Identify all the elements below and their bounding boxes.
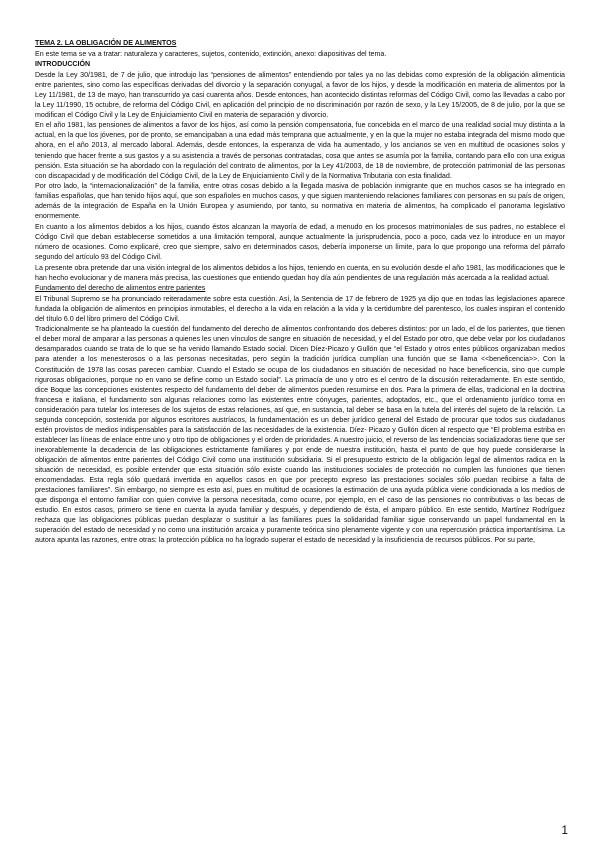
- paragraph: Tradicionalmente se ha planteado la cuestión del fundamento del derecho de alimentos confrontando dos deberes distintos: por un lado, el de los parientes, que tienen el deber moral de amparar a las personas a quienes les unen vínculos de sangre en situación de necesidad, y el del Estado por otro, que debe velar por los ciudadanos desamparados cuando se trata de lo que se ha venido llamando Estado social. Dicen Díez-Picazo y Gullón que “el Estado y otros entes públicos organizaban medios para atender a los menesterosos o a las personas necesitadas, pero según la tradición jurídica cumplían una función que se llama <<beneficencia>>. Con la Constitución de 1978 las cosas parecen cambiar. Cuando el Estado se ocupa de los ciudadanos en situación de necesidad no hace beneficencia, sino que cumple rigurosas obligaciones, porque no en vano se define como un Estado social”. La primacía de uno y otro es el centro de la discusión reiteradamente. En este sentido, dice Boque las concepciones existentes respecto del fundamento del deber de alimentos pueden resumirse en dos. Para la primera de ellas, tradicional en la doctrina francesa e italiana, el fundamento son algunas relaciones como las existentes entre cónyuges, parientes, adoptados, etc., que el ordenamiento jurídico toma en consideración para tutelar los intereses de los sujetos de estas relaciones, así que, en sustancia, tal deber se basa en la tutela del interés del sujeto de la relación. La segunda concepción, sostenida por algunos escritores austríacos, la fundamentación es un deber jurídico general del Estado de procurar que todos sus ciudadanos estén provistos de medios indispensables para la satisfacción de las necesidades de la existencia. Díez- Picazo y Gullón dicen al respecto que “El problema estriba en establecer las líneas de enlace entre uno y otro tipo de obligaciones y el orden de prioridades. A nuestro juicio, el reverso de las tendencias socializadoras tiene que ser inexorablemente la decadencia de las obligaciones estrictamente familiares y por ende de nuestra institución, hasta el punto de que hoy puede considerarse la obligación de alimentos entre parientes del Código Civil como una institución subsidiaria. Si el presupuesto estricto de la obligación legal de alimentos radica en la situación de necesidad, es posible entender que esta situación sólo existe cuando las instituciones sociales de protección no cumplen las funciones que tienen encomendadas. Esta regla sólo quedará invertida en aquellos casos en que por precepto expreso las prestaciones sociales sólo puedan recibirse a falta de prestaciones familiares”. Sin embargo, no siempre es esto así, pues en multitud de ocasiones la estimación de una ayuda pública viene condicionada a los medios de que disponga el entorno familiar con quien convive la persona necesitada, como ocurre, por ejemplo, en el caso de las pensiones no contributivas o las becas de estudio. En estos casos, primero se tiene en cuenta la ayuda familiar y después, y dependiendo de ésta, el amparo público. En este sentido, Martínez Rodríguez rechaza que las obligaciones públicas puedan desplazar o sustituir a las familiares pues la solidaridad familiar sigue conservando un papel fundamental en la superación del estado de necesidad y no como una institución arcaica y puramente teórica sino plenamente vigente y con una repercusión práctica importantísima. La autora apunta las razones, entre otras: la protección pública no ha logrado superar el estado de necesidad y la insuficiencia de recursos públicos. Por su parte,: [35, 325, 565, 545]
- paragraph: En el año 1981, las pensiones de alimentos a favor de los hijos, así como la pensión compensatoria, fue concebida en el marco de una realidad social muy distinta a la actual, en la que los jóvenes, por de pronto, se emancipaban a una edad más temprana que actualmente, y en la que la mujer no estaba integrada del mismo modo que ahora, en el año 2013, al mercado laboral. Además, desde entonces, la esperanza de vida ha aumentado, y los ancianos se ven en multitud de ocasiones solos y teniendo que hacer frente a sus gastos y a su asistencia a través de personas contratadas, cosa que antes se asumía por la familia, contando para ello con una exigua pensión. Esta situación se ha abordado con la regulación del contrato de alimentos, por la Ley 41/2003, de 18 de noviembre, de protección patrimonial de las personas con discapacidad y de modificación del Código Civil, de la Ley de Enjuiciamiento Civil y de la Normativa Tributaria con esta finalidad.: [35, 121, 565, 180]
- intro-line: En este tema se va a tratar: naturaleza y caracteres, sujetos, contenido, extinción, anexo: diapositivas del tema.: [35, 49, 387, 58]
- subsection-heading: Fundamento del derecho de alimentos entre parientes: [35, 284, 206, 293]
- document-title: TEMA 2. LA OBLIGACIÓN DE ALIMENTOS: [35, 39, 177, 47]
- document-page: [35, 38, 565, 546]
- paragraph: El Tribunal Supremo se ha pronunciado reiteradamente sobre esta cuestión. Así, la Sentencia de 17 de febrero de 1925 ya dijo que en todas las legislaciones aparece fundada la obligación de alimentos en principios inmutables, el derecho a la vida en relación a la vida y la certidumbre del parentesco, los cuales inspiran el contenido del título 6.0 del libro primero del Código Civil.: [35, 294, 565, 323]
- paragraph: La presente obra pretende dar una visión integral de los alimentos debidos a los hijos, teniendo en cuenta, en su evolución desde el año 1981, las modificaciones que le han hecho evolucionar y de manera más precisa, las cuestiones que entiendo quedan hoy día aún pendientes de una regulación más acercada a la realidad actual.: [35, 263, 565, 282]
- paragraph: Por otro lado, la “internacionalización” de la familia, entre otras cosas debido a la llegada masiva de población inmigrante que en muchos casos se ha integrado en familias españolas, que han tenido hijos aquí, que son españoles en muchos casos, y que siguen manteniendo relaciones familiares con personas en su país de origen, además de la integración de España en la Unión Europea y asumiendo, por tanto, su normativa en materia de alimentos, ha complicado el panorama legislativo enormemente.: [35, 182, 565, 221]
- paragraph: Desde la Ley 30/1981, de 7 de julio, que introdujo las “pensiones de alimentos” entendiendo por tales ya no las debidas como expresión de la obligación alimenticia entre parientes, sino como las específicas derivadas del divorcio y la separación conyugal, a favor de los hijos, y desde la modificación en materia de alimentos por la Ley 11/1981, de 13 de mayo, han transcurrido ya casi cuarenta años. Desde entonces, han acontecido distintas reformas del Código Civil, como las llevadas a cabo por la Ley 11/1990, 15 octubre, de reforma del Código Civil, en aplicación del principio de no discriminación por razón de sexo, y la Ley 15/2005, de 8 de julio, por la que se modifican el Código Civil y la Ley de Enjuiciamiento Civil en materia de separación y divorcio.: [35, 70, 565, 119]
- page-number: 1: [561, 823, 568, 837]
- section-heading: INTRODUCCIÓN: [35, 60, 91, 69]
- paragraph: En cuanto a los alimentos debidos a los hijos, cuando éstos alcanzan la mayoría de edad, a menudo en los procesos matrimoniales de sus padres, no establece el Código Civil que deban establecerse sometidos a una limitación temporal, aunque actualmente la jurisprudencia, poco a poco, cada vez lo introduce en un mayor número de ocasiones. Como explicaré, creo que siempre, salvo en determinados casos, debería imponerse un límite, para lo que propongo una reforma del párrafo segundo del artículo 93 del Código Civil.: [35, 222, 565, 261]
